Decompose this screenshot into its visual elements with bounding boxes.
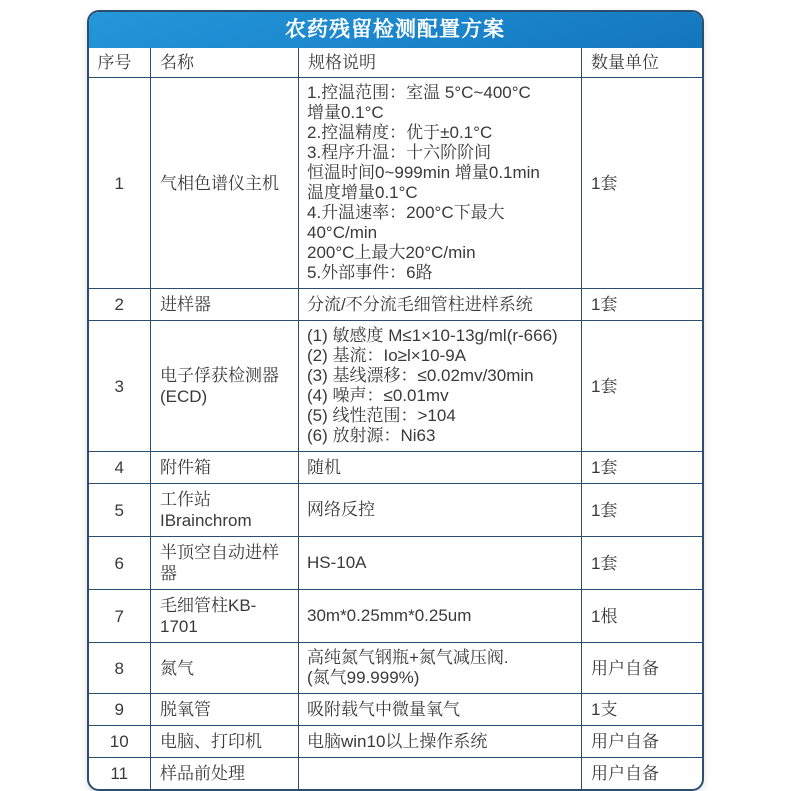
spec-line: 温度增量0.1°C [307, 183, 418, 202]
serial-cell: 10 [89, 726, 151, 758]
serial-cell: 8 [89, 643, 151, 694]
name-cell: 进样器 [151, 289, 299, 321]
spec-line: 恒温时间0~999min 增量0.1min [307, 163, 540, 182]
table-row [89, 726, 702, 758]
table-row [89, 694, 702, 726]
spec-cell [299, 78, 582, 289]
name-cell: 氮气 [151, 643, 299, 694]
serial-cell: 4 [89, 452, 151, 484]
spec-cell [299, 758, 582, 790]
spec-line: 高纯氮气钢瓶+氮气减压阀. [307, 648, 509, 667]
spec-cell [299, 484, 582, 537]
spec-cell [299, 643, 582, 694]
qty-cell: 1套 [582, 452, 702, 484]
spec-line: 1.控温范围：室温 5°C~400°C [307, 83, 531, 102]
name-cell: 半顶空自动进样器 [151, 537, 299, 590]
serial-cell: 11 [89, 758, 151, 790]
name-cell: 工作站IBrainchrom [151, 484, 299, 537]
qty-cell: 1支 [582, 694, 702, 726]
table-row [89, 758, 702, 790]
qty-cell: 1根 [582, 590, 702, 643]
qty-cell: 1套 [582, 321, 702, 452]
spec-cell [299, 289, 582, 321]
table-row [89, 590, 702, 643]
spec-sheet-card [87, 10, 704, 791]
qty-cell: 1套 [582, 289, 702, 321]
qty-cell: 用户自备 [582, 643, 702, 694]
spec-line: (2) 基流：Io≥l×10-9A [307, 346, 467, 365]
spec-line: (氮气99.999%) [307, 668, 420, 687]
spec-line: 分流/不分流毛细管柱进样系统 [307, 294, 533, 314]
serial-cell: 7 [89, 590, 151, 643]
name-cell: 脱氧管 [151, 694, 299, 726]
qty-cell: 1套 [582, 484, 702, 537]
spec-line: 3.程序升温：十六阶阶间 [307, 143, 492, 162]
column-header-qty: 数量单位 [582, 48, 702, 78]
serial-cell: 5 [89, 484, 151, 537]
spec-line: 增量0.1°C [307, 103, 384, 122]
name-cell: 电子俘获检测器 (ECD) [151, 321, 299, 452]
spec-cell [299, 537, 582, 590]
table-row [89, 289, 702, 321]
column-header-no: 序号 [89, 48, 151, 78]
spec-cell [299, 726, 582, 758]
table-row [89, 537, 702, 590]
spec-line: HS-10A [307, 553, 367, 572]
sheet-title: 农药残留检测配置方案 [89, 12, 702, 48]
serial-cell: 1 [89, 78, 151, 289]
qty-cell: 用户自备 [582, 726, 702, 758]
serial-cell: 6 [89, 537, 151, 590]
spec-cell [299, 694, 582, 726]
spec-cell [299, 321, 582, 452]
column-header-name: 名称 [151, 48, 299, 78]
serial-cell: 9 [89, 694, 151, 726]
spec-line: 随机 [307, 457, 341, 477]
name-cell: 电脑、打印机 [151, 726, 299, 758]
table-row [89, 321, 702, 452]
spec-line: 吸附载气中微量氧气 [307, 699, 460, 719]
serial-cell: 2 [89, 289, 151, 321]
spec-line: (6) 放射源：Ni63 [307, 426, 436, 445]
spec-line: 2.控温精度：优于±0.1°C [307, 123, 493, 142]
table-row [89, 643, 702, 694]
table-row [89, 452, 702, 484]
spec-table [89, 48, 702, 789]
qty-cell: 1套 [582, 78, 702, 289]
spec-cell [299, 590, 582, 643]
name-cell: 样品前处理 [151, 758, 299, 790]
spec-line: (4) 噪声：≤0.01mv [307, 386, 449, 405]
column-header-spec: 规格说明 [299, 48, 582, 78]
spec-cell [299, 452, 582, 484]
serial-cell: 3 [89, 321, 151, 452]
table-row [89, 484, 702, 537]
qty-cell: 用户自备 [582, 758, 702, 790]
header-row [89, 48, 702, 78]
spec-line: 电脑win10以上操作系统 [307, 731, 488, 751]
name-cell: 毛细管柱KB-1701 [151, 590, 299, 643]
spec-line: (3) 基线漂移：≤0.02mv/30min [307, 366, 534, 385]
qty-cell: 1套 [582, 537, 702, 590]
spec-line: (5) 线性范围：>104 [307, 406, 456, 425]
spec-line: 4.升温速率：200°C下最大40°C/min [307, 203, 505, 242]
spec-line: (1) 敏感度 M≤1×10-13g/ml(r-666) [307, 326, 558, 345]
name-cell: 气相色谱仪主机 [151, 78, 299, 289]
spec-line: 200°C上最大20°C/min [307, 243, 476, 262]
spec-line: 5.外部事件：6路 [307, 263, 433, 282]
table-row [89, 78, 702, 289]
name-cell: 附件箱 [151, 452, 299, 484]
spec-line: 网络反控 [307, 500, 375, 519]
spec-line: 30m*0.25mm*0.25um [307, 606, 472, 625]
